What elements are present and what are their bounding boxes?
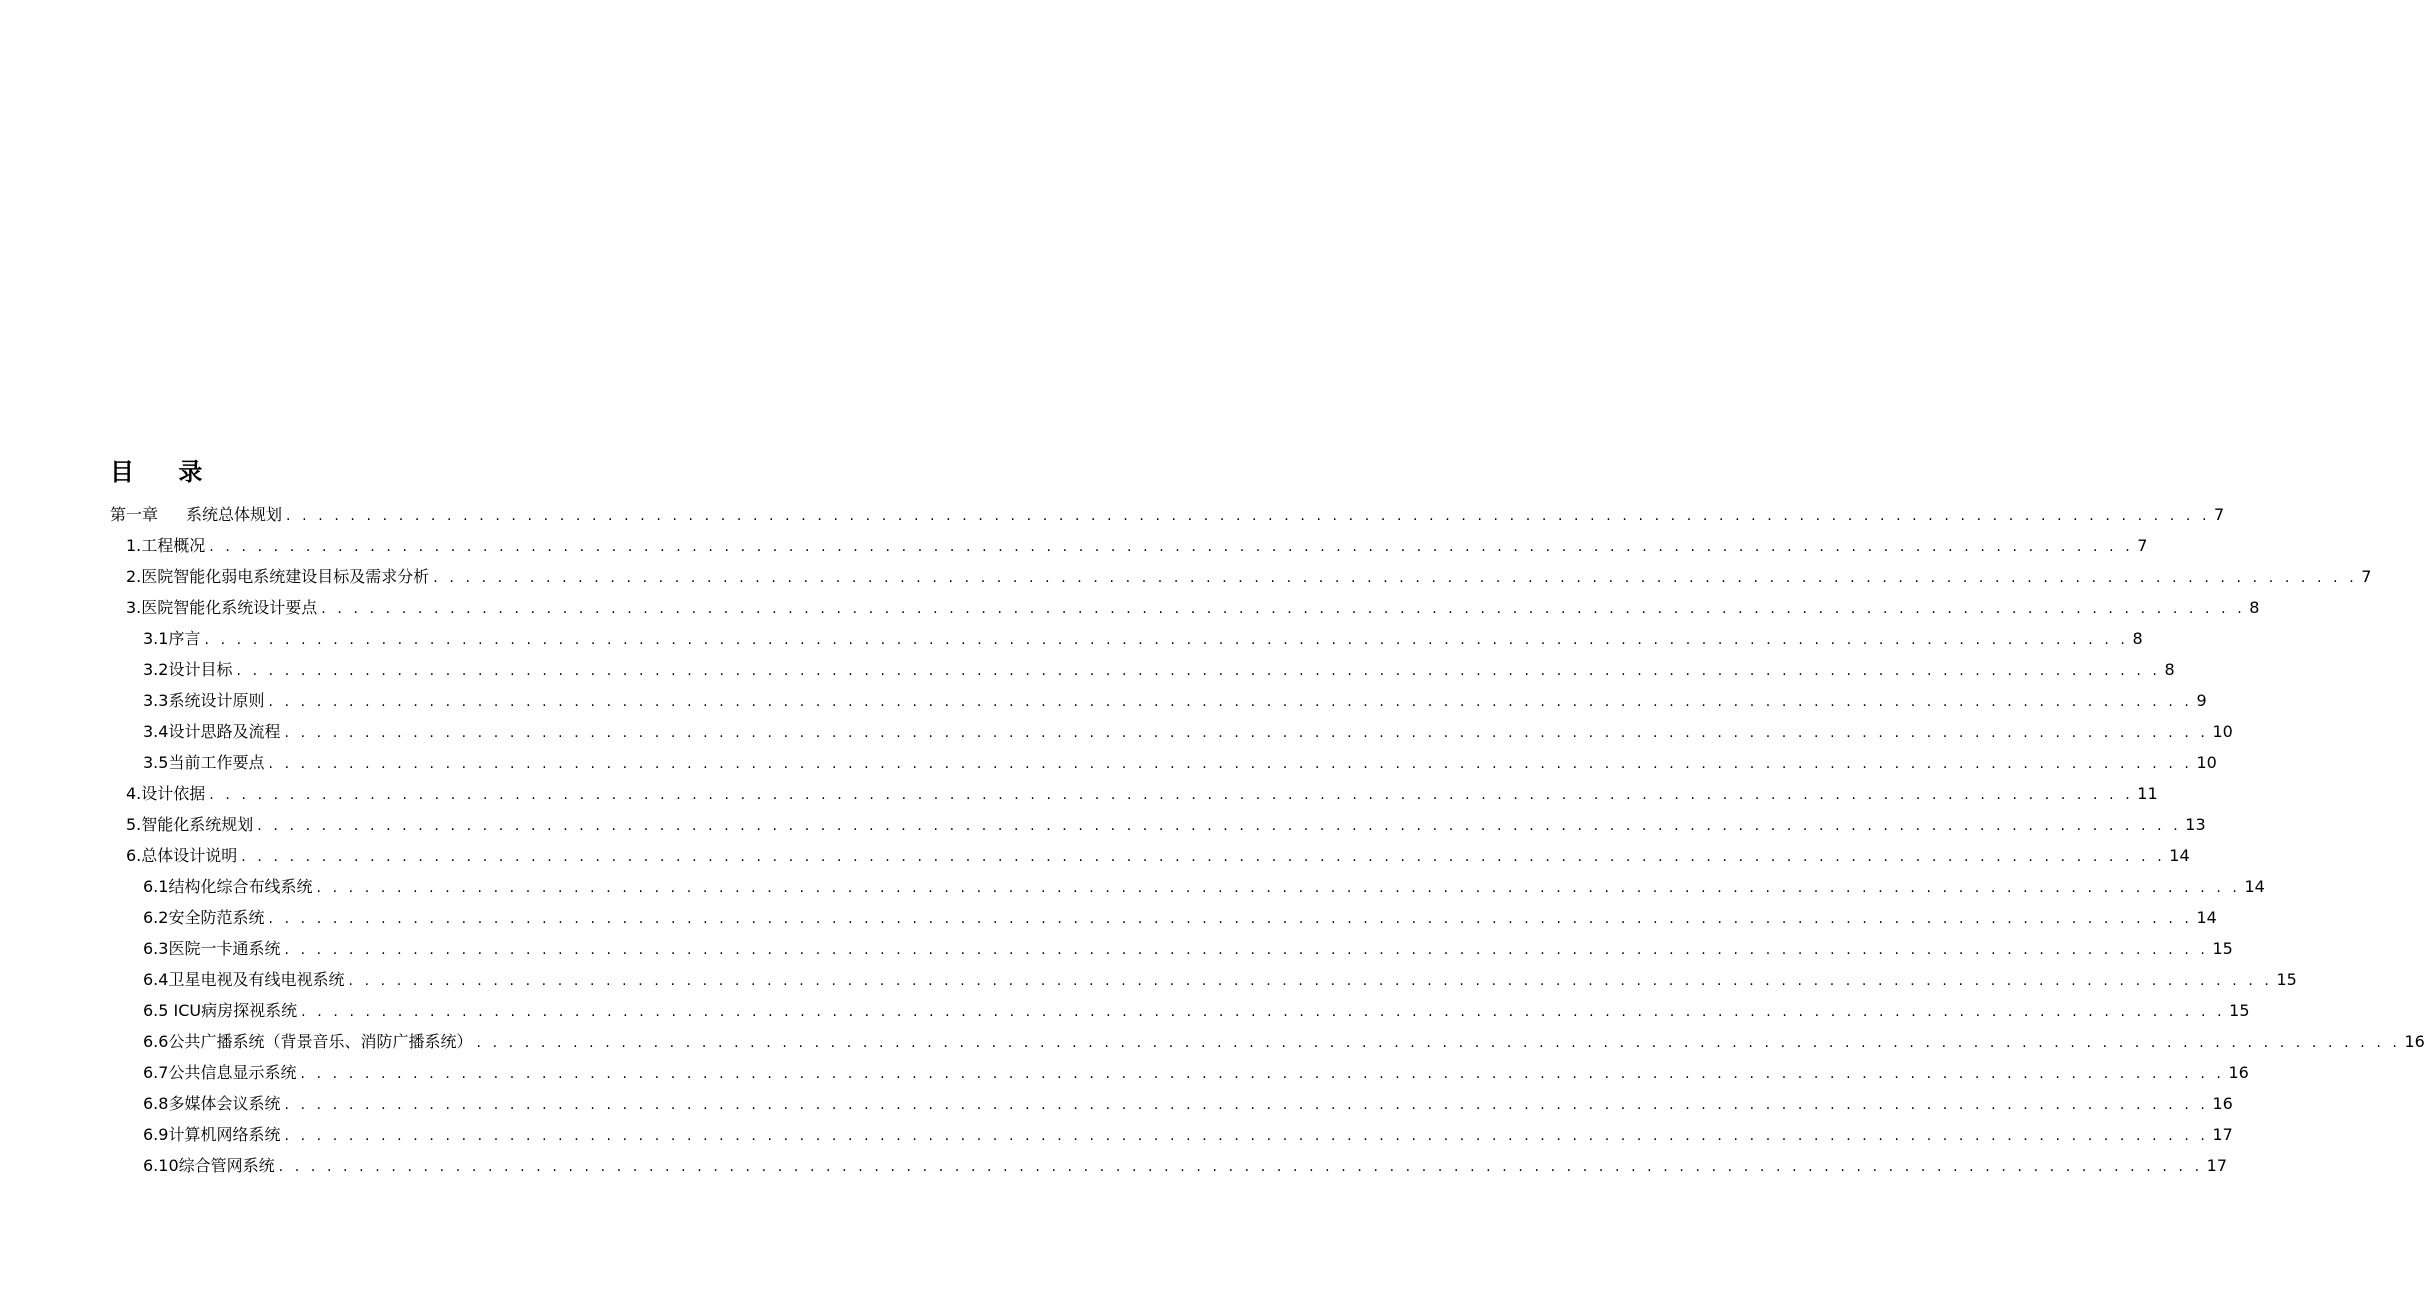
toc-entry-page: 10 <box>2212 722 2233 741</box>
toc-entry[interactable] <box>143 874 2265 900</box>
dot-leader: . . . . . . . . . . . . . . . . . . . . . . . . . . . . . . . . . . . . . . . . . . . . . . . . . . . . . . . . . . . . . . . . . . . . . . . . . . . . . . . . . . . . . . . . . . . . . . . . . . . . . . . . . . . . . . . . . . . . . . . . <box>268 694 2193 710</box>
toc-entry-number: 3.2 <box>143 660 169 679</box>
toc-entry-number: 3. <box>126 598 142 617</box>
toc-entry-page: 8 <box>2164 660 2175 679</box>
toc-entry-page: 17 <box>2206 1156 2227 1175</box>
toc-entry[interactable] <box>126 564 2372 590</box>
dot-leader: . . . . . . . . . . . . . . . . . . . . . . . . . . . . . . . . . . . . . . . . . . . . . . . . . . . . . . . . . . . . . . . . . . . . . . . . . . . . . . . . . . . . . . . . . . . . . . . . . . . . . . . . . . . . . . . . . . . . . . . . <box>241 849 2166 865</box>
toc-entry-page: 13 <box>2185 815 2206 834</box>
toc-entry[interactable] <box>143 998 2250 1024</box>
toc-entry-text: 系统设计原则 <box>168 691 265 710</box>
toc-entry[interactable] <box>143 936 2233 962</box>
toc-entry-text: ICU病房探视系统 <box>168 1001 298 1020</box>
toc-entry-page: 9 <box>2196 691 2207 710</box>
toc-entry-number: 1. <box>126 536 142 555</box>
toc-entry-page: 8 <box>2132 629 2143 648</box>
dot-leader: . . . . . . . . . . . . . . . . . . . . . . . . . . . . . . . . . . . . . . . . . . . . . . . . . . . . . . . . . . . . . . . . . . . . . . . . . . . . . . . . . . . . . . . . . . . . . . . . . . . . . . . . . . . . . . . . . . . . . . . . <box>278 1159 2203 1175</box>
toc-entry-label <box>143 998 297 1024</box>
toc-entry-text: 多媒体会议系统 <box>168 1094 281 1113</box>
toc-entry-text: 总体设计说明 <box>141 846 238 865</box>
toc-entry-text: 工程概况 <box>141 536 206 555</box>
toc-entry-text: 公共广播系统（背景音乐、消防广播系统） <box>168 1032 473 1051</box>
dot-leader: . . . . . . . . . . . . . . . . . . . . . . . . . . . . . . . . . . . . . . . . . . . . . . . . . . . . . . . . . . . . . . . . . . . . . . . . . . . . . . . . . . . . . . . . . . . . . . . . . . . . . . . . . . . . . . . . . . . . . . . . <box>236 663 2161 679</box>
toc-entry-text: 医院智能化系统设计要点 <box>141 598 318 617</box>
toc-entry-label <box>143 874 312 900</box>
toc-entry-text: 结构化综合布线系统 <box>168 877 313 896</box>
toc-entry-page: 11 <box>2137 784 2158 803</box>
toc-entry-text: 综合管网系统 <box>178 1156 275 1175</box>
toc-entry-page: 15 <box>2212 939 2233 958</box>
toc-entry-text: 医院一卡通系统 <box>168 939 281 958</box>
dot-leader: . . . . . . . . . . . . . . . . . . . . . . . . . . . . . . . . . . . . . . . . . . . . . . . . . . . . . . . . . . . . . . . . . . . . . . . . . . . . . . . . . . . . . . . . . . . . . . . . . . . . . . . . . . . . . . . . . . . . . . . . <box>476 1035 2401 1051</box>
toc-entry-text: 医院智能化弱电系统建设目标及需求分析 <box>141 567 430 586</box>
toc-entry-number: 6.1 <box>143 877 169 896</box>
toc-entry-label <box>143 1060 296 1086</box>
toc-entry-label <box>143 1153 275 1179</box>
toc-entry[interactable] <box>126 843 2190 869</box>
toc-entry[interactable] <box>126 812 2206 838</box>
toc-entry-label <box>126 595 317 621</box>
toc-entry-label <box>143 967 344 993</box>
toc-entry-number: 3.1 <box>143 629 169 648</box>
toc-entry[interactable] <box>143 1060 2249 1086</box>
toc-entry[interactable] <box>143 1091 2233 1117</box>
toc-entry-page: 16 <box>2212 1094 2233 1113</box>
toc-entry-text: 序言 <box>168 629 201 648</box>
toc-entry-page: 7 <box>2214 505 2225 524</box>
toc-entry-number: 4. <box>126 784 142 803</box>
toc-entry-number: 6.5 <box>143 1001 169 1020</box>
toc-entry-page: 16 <box>2404 1032 2425 1051</box>
toc-entry-number: 6.6 <box>143 1032 169 1051</box>
dot-leader: . . . . . . . . . . . . . . . . . . . . . . . . . . . . . . . . . . . . . . . . . . . . . . . . . . . . . . . . . . . . . . . . . . . . . . . . . . . . . . . . . . . . . . . . . . . . . . . . . . . . . . . . . . . . . . . . . . . . . . . . <box>284 942 2209 958</box>
dot-leader: . . . . . . . . . . . . . . . . . . . . . . . . . . . . . . . . . . . . . . . . . . . . . . . . . . . . . . . . . . . . . . . . . . . . . . . . . . . . . . . . . . . . . . . . . . . . . . . . . . . . . . . . . . . . . . . . . . . . . . . . <box>300 1066 2225 1082</box>
dot-leader: . . . . . . . . . . . . . . . . . . . . . . . . . . . . . . . . . . . . . . . . . . . . . . . . . . . . . . . . . . . . . . . . . . . . . . . . . . . . . . . . . . . . . . . . . . . . . . . . . . . . . . . . . . . . . . . . . . . . . . . . <box>204 632 2129 648</box>
toc-entry-text: 系统总体规划 <box>186 505 283 524</box>
toc-entry-number: 6.2 <box>143 908 169 927</box>
toc-entry[interactable] <box>143 905 2217 931</box>
toc-entry[interactable] <box>143 1153 2227 1179</box>
toc-entry-label <box>143 1029 472 1055</box>
toc-entry-label <box>143 936 280 962</box>
toc-entry-page: 16 <box>2228 1063 2249 1082</box>
toc-entry-page: 8 <box>2249 598 2260 617</box>
toc-entry-text: 设计思路及流程 <box>168 722 281 741</box>
toc-entry-label <box>126 533 205 559</box>
toc-entry-number: 6.4 <box>143 970 169 989</box>
toc-entry-text: 当前工作要点 <box>168 753 265 772</box>
dot-leader: . . . . . . . . . . . . . . . . . . . . . . . . . . . . . . . . . . . . . . . . . . . . . . . . . . . . . . . . . . . . . . . . . . . . . . . . . . . . . . . . . . . . . . . . . . . . . . . . . . . . . . . . . . . . . . . . . . . . . . . . <box>321 601 2246 617</box>
toc-entry[interactable] <box>143 719 2233 745</box>
toc-title: 目 录 <box>110 458 221 486</box>
toc-entry[interactable] <box>143 1122 2233 1148</box>
toc-entry-label <box>126 564 429 590</box>
dot-leader: . . . . . . . . . . . . . . . . . . . . . . . . . . . . . . . . . . . . . . . . . . . . . . . . . . . . . . . . . . . . . . . . . . . . . . . . . . . . . . . . . . . . . . . . . . . . . . . . . . . . . . . . . . . . . . . . . . . . . . . . <box>286 508 2211 524</box>
toc-entry-label <box>110 502 282 528</box>
toc-entry-label <box>143 688 264 714</box>
dot-leader: . . . . . . . . . . . . . . . . . . . . . . . . . . . . . . . . . . . . . . . . . . . . . . . . . . . . . . . . . . . . . . . . . . . . . . . . . . . . . . . . . . . . . . . . . . . . . . . . . . . . . . . . . . . . . . . . . . . . . . . . <box>268 911 2193 927</box>
dot-leader: . . . . . . . . . . . . . . . . . . . . . . . . . . . . . . . . . . . . . . . . . . . . . . . . . . . . . . . . . . . . . . . . . . . . . . . . . . . . . . . . . . . . . . . . . . . . . . . . . . . . . . . . . . . . . . . . . . . . . . . . <box>209 787 2134 803</box>
toc-entry-number: 3.5 <box>143 753 169 772</box>
toc-entry-label <box>126 812 253 838</box>
toc-entry[interactable] <box>110 502 2225 528</box>
toc-entry-page: 14 <box>2196 908 2217 927</box>
toc-entry-text: 设计目标 <box>168 660 233 679</box>
toc-entry[interactable] <box>126 595 2260 621</box>
dot-leader: . . . . . . . . . . . . . . . . . . . . . . . . . . . . . . . . . . . . . . . . . . . . . . . . . . . . . . . . . . . . . . . . . . . . . . . . . . . . . . . . . . . . . . . . . . . . . . . . . . . . . . . . . . . . . . . . . . . . . . . . <box>209 539 2134 555</box>
toc-entry-number: 6. <box>126 846 142 865</box>
toc-entry-page: 15 <box>2229 1001 2250 1020</box>
toc-entry-label <box>143 626 200 652</box>
toc-entry-label <box>126 781 205 807</box>
toc-entry-page: 17 <box>2212 1125 2233 1144</box>
toc-entry[interactable] <box>126 533 2148 559</box>
toc-entry-label <box>143 1091 280 1117</box>
toc-entry-number: 6.7 <box>143 1063 169 1082</box>
dot-leader: . . . . . . . . . . . . . . . . . . . . . . . . . . . . . . . . . . . . . . . . . . . . . . . . . . . . . . . . . . . . . . . . . . . . . . . . . . . . . . . . . . . . . . . . . . . . . . . . . . . . . . . . . . . . . . . . . . . . . . . . <box>268 756 2193 772</box>
toc-entry-page: 10 <box>2196 753 2217 772</box>
toc-entry-number: 6.8 <box>143 1094 169 1113</box>
dot-leader: . . . . . . . . . . . . . . . . . . . . . . . . . . . . . . . . . . . . . . . . . . . . . . . . . . . . . . . . . . . . . . . . . . . . . . . . . . . . . . . . . . . . . . . . . . . . . . . . . . . . . . . . . . . . . . . . . . . . . . . . <box>284 1128 2209 1144</box>
dot-leader: . . . . . . . . . . . . . . . . . . . . . . . . . . . . . . . . . . . . . . . . . . . . . . . . . . . . . . . . . . . . . . . . . . . . . . . . . . . . . . . . . . . . . . . . . . . . . . . . . . . . . . . . . . . . . . . . . . . . . . . . <box>284 1097 2209 1113</box>
toc-entry-number: 3.4 <box>143 722 169 741</box>
toc-entry-label <box>126 843 237 869</box>
toc-entry-label <box>143 657 232 683</box>
toc-entry[interactable] <box>143 626 2143 652</box>
toc-entry[interactable] <box>143 1029 2425 1055</box>
toc-entry-number: 6.3 <box>143 939 169 958</box>
dot-leader: . . . . . . . . . . . . . . . . . . . . . . . . . . . . . . . . . . . . . . . . . . . . . . . . . . . . . . . . . . . . . . . . . . . . . . . . . . . . . . . . . . . . . . . . . . . . . . . . . . . . . . . . . . . . . . . . . . . . . . . . <box>257 818 2182 834</box>
toc-entry-page: 14 <box>2169 846 2190 865</box>
toc-entry[interactable] <box>143 657 2175 683</box>
toc-entry-label <box>143 1122 280 1148</box>
toc-entry-label <box>143 905 264 931</box>
toc-entry-page: 15 <box>2276 970 2297 989</box>
toc-entry-text: 公共信息显示系统 <box>168 1063 297 1082</box>
toc-entry-text: 安全防范系统 <box>168 908 265 927</box>
toc-entry-label <box>143 750 264 776</box>
toc-entry-number: 第一章 <box>110 505 159 524</box>
toc-entry-text: 智能化系统规划 <box>141 815 254 834</box>
toc-entry-text: 卫星电视及有线电视系统 <box>168 970 345 989</box>
toc-entry[interactable] <box>126 781 2158 807</box>
dot-leader: . . . . . . . . . . . . . . . . . . . . . . . . . . . . . . . . . . . . . . . . . . . . . . . . . . . . . . . . . . . . . . . . . . . . . . . . . . . . . . . . . . . . . . . . . . . . . . . . . . . . . . . . . . . . . . . . . . . . . . . . <box>348 973 2273 989</box>
toc-entry[interactable] <box>143 967 2297 993</box>
dot-leader: . . . . . . . . . . . . . . . . . . . . . . . . . . . . . . . . . . . . . . . . . . . . . . . . . . . . . . . . . . . . . . . . . . . . . . . . . . . . . . . . . . . . . . . . . . . . . . . . . . . . . . . . . . . . . . . . . . . . . . . . <box>433 570 2358 586</box>
toc-entry-text: 设计依据 <box>141 784 206 803</box>
toc-entry[interactable] <box>143 688 2207 714</box>
toc-entry-page: 7 <box>2361 567 2372 586</box>
dot-leader: . . . . . . . . . . . . . . . . . . . . . . . . . . . . . . . . . . . . . . . . . . . . . . . . . . . . . . . . . . . . . . . . . . . . . . . . . . . . . . . . . . . . . . . . . . . . . . . . . . . . . . . . . . . . . . . . . . . . . . . . <box>316 880 2241 896</box>
toc-entry-label <box>143 719 280 745</box>
dot-leader: . . . . . . . . . . . . . . . . . . . . . . . . . . . . . . . . . . . . . . . . . . . . . . . . . . . . . . . . . . . . . . . . . . . . . . . . . . . . . . . . . . . . . . . . . . . . . . . . . . . . . . . . . . . . . . . . . . . . . . . . <box>284 725 2209 741</box>
toc-entry-text: 计算机网络系统 <box>168 1125 281 1144</box>
toc-entry-number: 3.3 <box>143 691 169 710</box>
toc-entry-number: 6.10 <box>143 1156 179 1175</box>
toc-entry-number: 6.9 <box>143 1125 169 1144</box>
dot-leader: . . . . . . . . . . . . . . . . . . . . . . . . . . . . . . . . . . . . . . . . . . . . . . . . . . . . . . . . . . . . . . . . . . . . . . . . . . . . . . . . . . . . . . . . . . . . . . . . . . . . . . . . . . . . . . . . . . . . . . . . <box>301 1004 2226 1020</box>
toc-entry-number: 2. <box>126 567 142 586</box>
toc-entry[interactable] <box>143 750 2217 776</box>
toc-entry-page: 14 <box>2244 877 2265 896</box>
toc-entry-number: 5. <box>126 815 142 834</box>
toc-entry-page: 7 <box>2137 536 2148 555</box>
